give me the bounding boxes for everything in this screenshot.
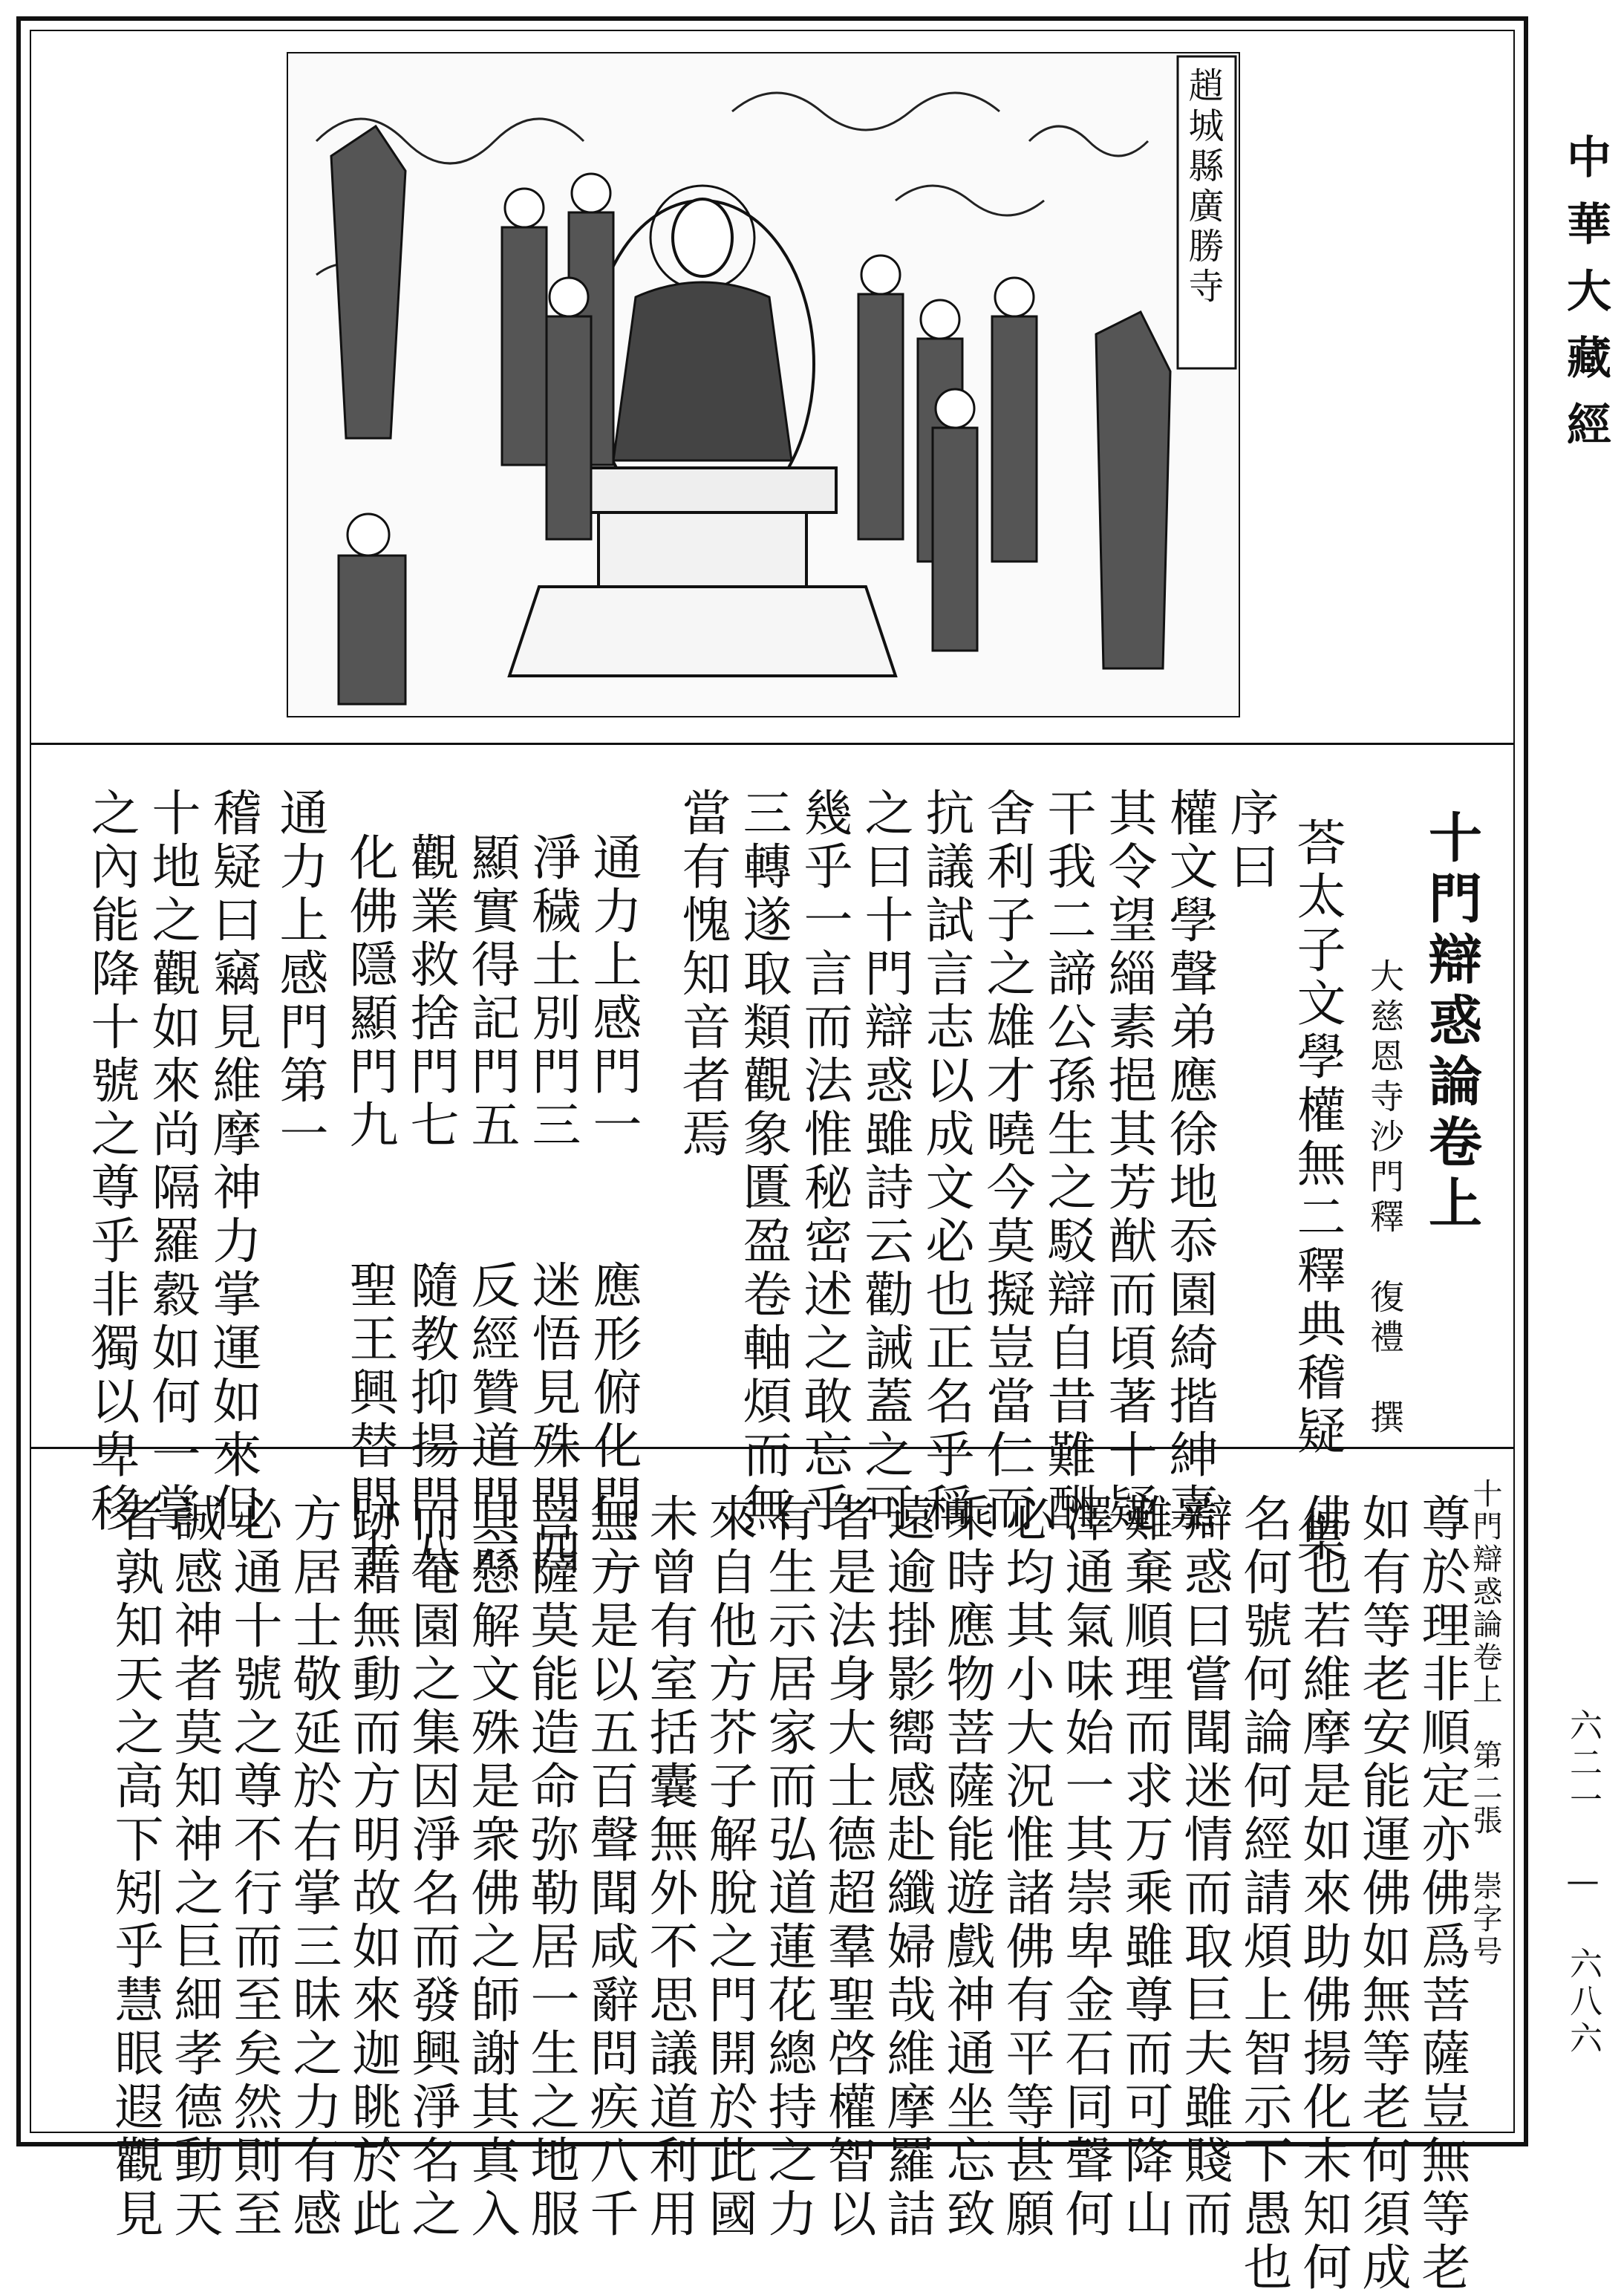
text-column: 而菴園之集因淨名而發興淨名之 bbox=[403, 1493, 460, 2242]
text-column: 觀業救捨門七 隨教抑揚門八 bbox=[402, 832, 459, 1581]
section-divider-1 bbox=[30, 743, 1515, 745]
text-column: 如有等老安能運佛如無等老何須成 bbox=[1354, 1493, 1411, 2295]
text-column: 必均其小大況惟諸佛有平等甚願 bbox=[997, 1493, 1054, 2242]
page-number: 六二一 — 六八六 bbox=[1564, 1708, 1602, 2058]
text-column: 來自他方芥子解脫之門開於此國 bbox=[700, 1493, 757, 2242]
text-column: 澤通氣味始一其崇卑金石同聲何 bbox=[1057, 1493, 1114, 2242]
text-column: 未曾有室括囊無外不思議道利用 bbox=[641, 1493, 698, 2242]
text-column: 幾乎一言而法惟秘密述之敢忘乎 bbox=[795, 787, 852, 1536]
text-column: 尊於理非順定亦佛爲菩薩豈無等老 bbox=[1413, 1493, 1470, 2295]
text-column: 其懸解文殊是衆佛之師謝其真入 bbox=[463, 1493, 520, 2242]
text-column: 者孰知天之高下矧乎慧眼遐觀見 bbox=[106, 1493, 163, 2242]
text-column: 干我二諦公孫生之駁辯自昔難酬 bbox=[1039, 787, 1096, 1536]
text-column: 誠感神者莫知神之巨細孝德動天 bbox=[166, 1493, 223, 2242]
scroll-title: 十門辯惑論卷上 bbox=[1420, 810, 1483, 1236]
author-line: 大慈恩寺沙門釋 復禮 撰 bbox=[1365, 958, 1405, 1439]
margin-note: 十門辯惑論卷上 第二張 崇字号 bbox=[1468, 1478, 1502, 1968]
woodblock-illustration bbox=[287, 52, 1240, 717]
text-column: 顯實得記門五 反經贊道門六 bbox=[463, 832, 520, 1581]
text-column: 有生示居家而弘道蓮花總持之力 bbox=[760, 1493, 817, 2242]
text-column: 遠逾掛影嚮感赴纖婦哉維摩羅詰 bbox=[878, 1493, 936, 2242]
text-column: 當有愧知音者焉 bbox=[674, 787, 731, 1162]
text-column: 菩薩莫能造命弥勒居一生之地服 bbox=[522, 1493, 579, 2242]
illustration-drawing bbox=[287, 52, 1240, 717]
text-column: 淨穢土別門三 迷悟見殊門四 bbox=[524, 832, 581, 1581]
text-column: 之內能降十號之尊乎非獨以卑移 bbox=[82, 787, 140, 1536]
text-column: 跡藉無動而方明故如來迦眺於此 bbox=[344, 1493, 401, 2242]
text-column: 之曰十門辯惑雖詩云勸誡蓋之可 bbox=[856, 787, 913, 1536]
text-column: 者是法身大士德超羣聖啓權智以 bbox=[819, 1493, 876, 2242]
compiler-line: 荅太子文學權無二釋典稽疑 集 bbox=[1288, 817, 1346, 1566]
text-column: 抗議試言志以成文必也正名乎稱 bbox=[917, 787, 974, 1536]
side-title: 中華大藏經 bbox=[1559, 134, 1611, 468]
text-column: 稽疑曰竊見維摩神力掌運如來但 bbox=[204, 787, 261, 1536]
text-column: 舍利子之雄才曉今莫擬豈當仁而 bbox=[978, 787, 1035, 1536]
text-column: 難棄順理而求万乘雖尊而可降山 bbox=[1116, 1493, 1173, 2242]
text-column: 三轉遂取類觀象匱盈卷軸煩而無 bbox=[734, 787, 792, 1536]
text-column: 必通十號之尊不行而至矣然則至 bbox=[225, 1493, 282, 2242]
illustration-caption: 趙城縣廣勝寺 bbox=[1182, 67, 1224, 307]
text-column: 辯惑曰嘗聞迷情而取巨夫雖賤而 bbox=[1175, 1493, 1233, 2242]
text-column: 序曰 bbox=[1222, 787, 1279, 894]
text-column: 化佛隱顯門九 聖王興替門十 bbox=[341, 832, 398, 1581]
text-column: 方居士敬延於右掌三昧之力有感 bbox=[284, 1493, 342, 2242]
section-heading: 通力上感門第一 bbox=[271, 787, 328, 1162]
text-column: 其令望緇素挹其芳猷而頃著十疑 bbox=[1100, 787, 1157, 1536]
text-column: 名何號何論何經請煩上智示下愚也 bbox=[1235, 1493, 1292, 2295]
text-column: 乘時應物菩薩能遊戲神通坐忘致 bbox=[938, 1493, 995, 2242]
text-column: 十地之觀如來尚隔羅縠如何一掌 bbox=[143, 787, 200, 1536]
text-column: 權文學聲弟應徐地忝園綺揩紳嘉 bbox=[1161, 787, 1218, 1536]
text-column: 佛也若維摩是如來助佛揚化未知何 bbox=[1294, 1493, 1351, 2295]
text-column: 通力上感門一 應形俯化門二 bbox=[584, 832, 642, 1581]
text-column: 無方是以五百聲聞咸辭問疾八千 bbox=[581, 1493, 639, 2242]
